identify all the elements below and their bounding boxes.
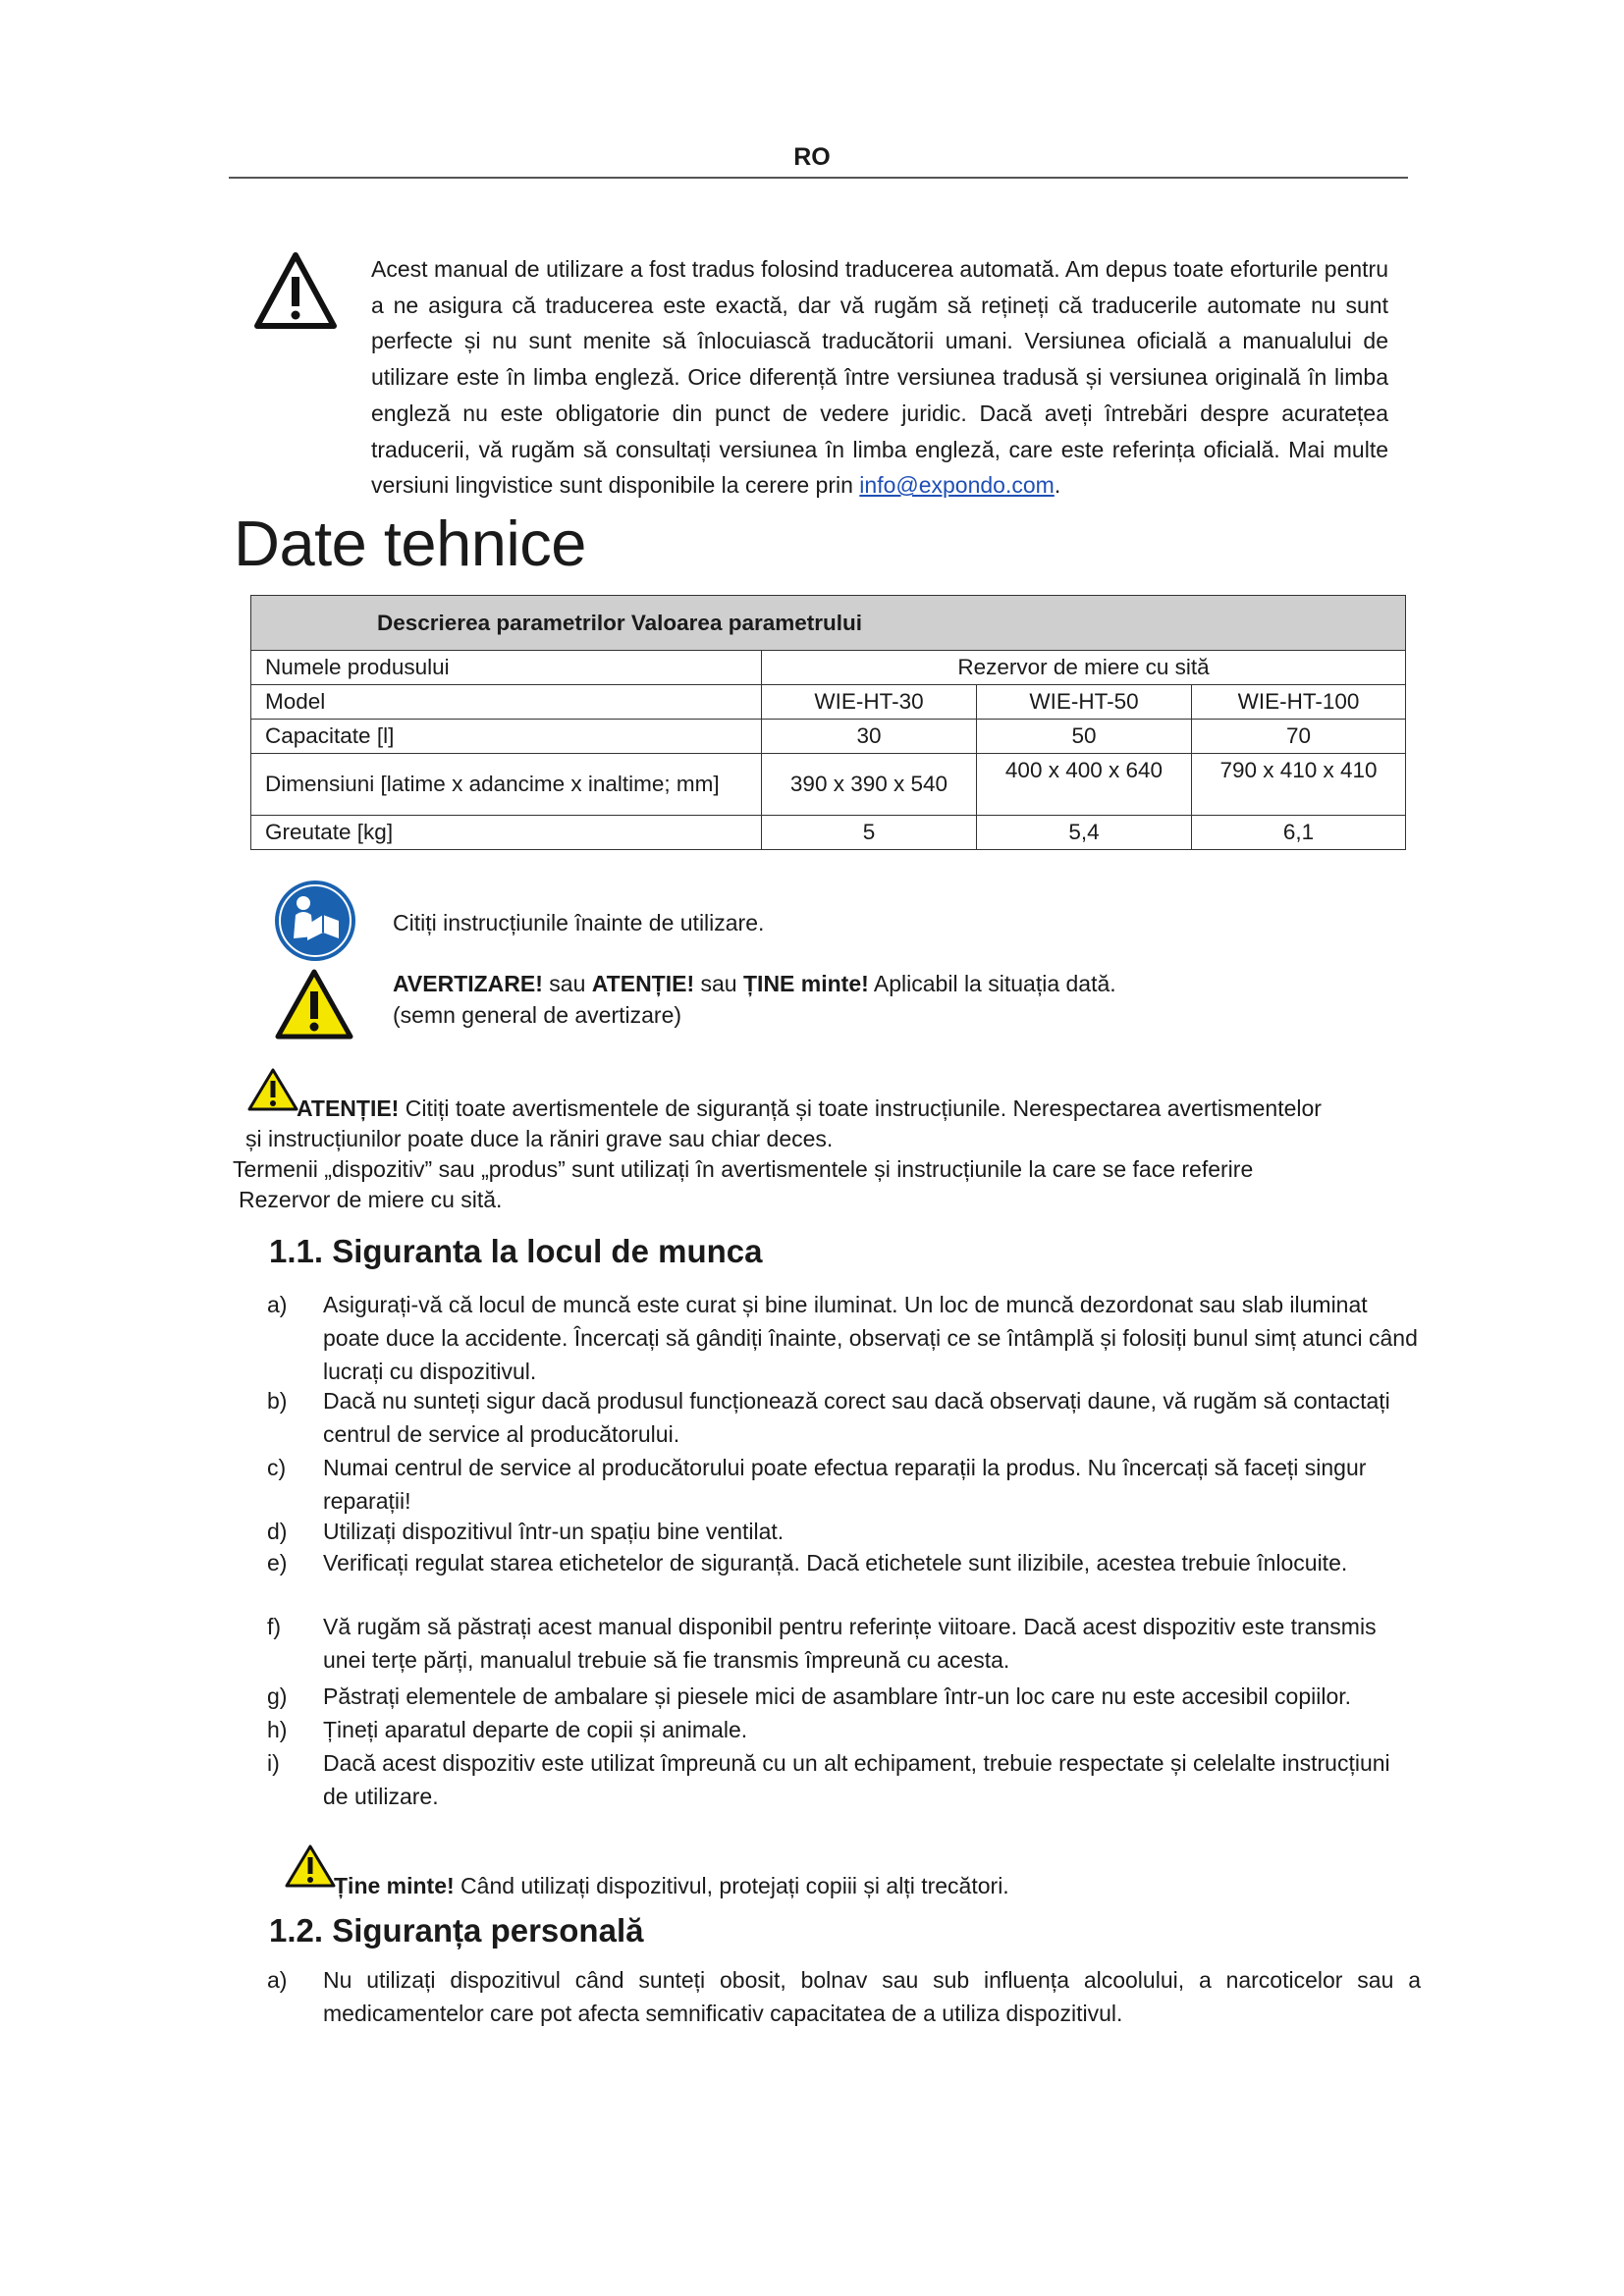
item-text: Nu utilizați dispozitivul când sunteți obosit, bolnav sau sub influența alcoolului, a narcoticelor sau a medicamentelor care pot afecta semnificativ capacitatea de a utiliza dispozitivul. <box>323 1967 1421 2026</box>
row-label: Capacitate [l] <box>251 720 762 754</box>
general-warning-icon <box>275 968 353 1041</box>
item-label: d) <box>267 1519 288 1544</box>
table-row <box>251 651 1406 685</box>
item-text: Numai centrul de service al producătorului poate efectua reparații la produs. Nu încercați să faceți singur reparații! <box>323 1455 1367 1514</box>
notice-text: Acest manual de utilizare a fost tradus folosind traducerea automată. Am depus toate eforturile pentru a ne asigura că traducerea este exactă, dar vă rugăm să rețineți că traducerile automate nu sunt perfecte și nu sunt menite să înlocuiască traducătorii umani. Versiunea oficială a manualului de utilizare este în limba engleză. Orice diferență între versiunea tradusă și versiunea originală în limba engleză nu este obligatorie din punct de vedere juridic. Dacă aveți întrebări despre acuratețea traducerii, vă rugăm să consultați versiunea în limba engleză, care este referința oficială. Mai multe versiuni lingvistice sunt disponibile la cerere prin <box>371 256 1388 499</box>
product-name-value: Rezervor de miere cu sită <box>762 651 1406 685</box>
table-row <box>251 816 1406 850</box>
remember-text: Când utilizați dispozitivul, protejați copiii și alți trecători. <box>454 1873 1009 1898</box>
item-text: Verificați regulat starea etichetelor de siguranță. Dacă etichetele sunt ilizibile, acestea trebuie înlocuite. <box>323 1550 1348 1575</box>
list-item <box>267 1384 1421 1451</box>
row-label: Numele produsului <box>251 651 762 685</box>
item-label: c) <box>267 1455 287 1480</box>
read-manual-icon <box>274 880 356 962</box>
row-label: Model <box>251 685 762 720</box>
item-text: Țineți aparatul departe de copii și animale. <box>323 1717 748 1742</box>
attention-word: ATENȚIE! <box>591 971 695 996</box>
remember-warning-icon <box>285 1843 336 1889</box>
section-title-workplace-safety: 1.1. Siguranta la locul de munca <box>269 1233 763 1269</box>
warning-symbol-caption: (semn general de avertizare) <box>393 1002 682 1028</box>
table-header-row <box>251 596 1406 651</box>
translation-notice <box>371 251 1388 504</box>
table-cell: 400 x 400 x 640 <box>977 754 1192 816</box>
list-item <box>267 1680 1421 1713</box>
attention-text: Citiți toate avertismentele de siguranță și toate instrucțiunile. Nerespectarea avertismentelor <box>399 1095 1322 1121</box>
item-text: Vă rugăm să păstrați acest manual disponibil pentru referințe viitoare. Dacă acest dispozitiv este transmis unei terțe părți, manualul trebuie să fie transmis împreună cu acesta. <box>323 1614 1377 1673</box>
remember-label: Ține minte! <box>334 1873 455 1898</box>
warning-symbol-text <box>393 968 1116 1031</box>
table-cell: 390 x 390 x 540 <box>762 754 977 816</box>
table-cell: WIE-HT-30 <box>762 685 977 720</box>
item-text: Păstrați elementele de ambalare și piesele mici de asamblare într-un loc care nu este accesibil copiilor. <box>323 1683 1352 1709</box>
attention-label: ATENȚIE! <box>297 1095 400 1121</box>
item-text: Utilizați dispozitivul într-un spațiu bine ventilat. <box>323 1519 785 1544</box>
list-item <box>267 1713 1421 1746</box>
item-text: Dacă nu sunteți sigur dacă produsul funcționează corect sau dacă observați daune, vă rugăm să contactați centrul de service al producătorului. <box>323 1388 1390 1447</box>
list-item <box>267 1288 1421 1388</box>
remember-word: ȚINE minte! <box>743 971 869 996</box>
table-cell: 50 <box>977 720 1192 754</box>
section-title-personal-safety: 1.2. Siguranța personală <box>269 1912 644 1949</box>
table-cell: WIE-HT-50 <box>977 685 1192 720</box>
list-item <box>267 1451 1421 1518</box>
technical-data-table <box>250 595 1406 850</box>
row-label: Greutate [kg] <box>251 816 762 850</box>
table-cell: 70 <box>1192 720 1406 754</box>
item-label: h) <box>267 1717 288 1742</box>
terms-line-1: Termenii „dispozitiv” sau „produs” sunt utilizați în avertismentele și instrucțiunile la care se face referire <box>233 1156 1254 1182</box>
table-cell: 5,4 <box>977 816 1192 850</box>
item-label: e) <box>267 1550 288 1575</box>
remember-note <box>334 1871 1009 1902</box>
item-text: Asigurați-vă că locul de muncă este curat și bine iluminat. Un loc de muncă dezordonat sau slab iluminat poate duce la accidente. Încercați să gândiți înainte, observați ce se întâmplă și folosiți bunul simț atunci când lucrați cu dispozitivul. <box>323 1292 1418 1384</box>
table-row <box>251 720 1406 754</box>
connector-text: sau <box>542 971 592 996</box>
table-cell: WIE-HT-100 <box>1192 685 1406 720</box>
attention-warning-icon <box>247 1067 298 1112</box>
list-item <box>267 1610 1421 1677</box>
table-header-cell: Descrierea parametrilor Valoarea parametrului <box>251 596 1406 651</box>
notice-end: . <box>1054 472 1061 499</box>
attention-line-1 <box>297 1094 1322 1125</box>
item-label: b) <box>267 1388 288 1414</box>
terms-line-2: Rezervor de miere cu sită. <box>239 1187 503 1212</box>
page-title: Date tehnice <box>234 507 586 579</box>
item-label: f) <box>267 1614 282 1639</box>
item-label: a) <box>267 1292 288 1317</box>
attention-line-2: și instrucțiunilor poate duce la răniri grave sau chiar deces. <box>245 1126 834 1151</box>
warning-triangle-icon <box>253 251 338 330</box>
row-label: Dimensiuni [latime x adancime x inaltime; mm] <box>251 754 762 816</box>
list-item <box>267 1515 1421 1548</box>
warning-applicability: Aplicabil la situația dată. <box>868 971 1116 996</box>
item-label: i) <box>267 1750 280 1776</box>
item-text: Dacă acest dispozitiv este utilizat împreună cu un alt echipament, trebuie respectate și celelalte instrucțiuni de utilizare. <box>323 1750 1390 1809</box>
warning-word: AVERTIZARE! <box>393 971 543 996</box>
table-cell: 6,1 <box>1192 816 1406 850</box>
list-item <box>267 1746 1421 1813</box>
table-cell: 790 x 410 x 410 <box>1192 754 1406 816</box>
table-cell: 5 <box>762 816 977 850</box>
table-cell: 30 <box>762 720 977 754</box>
list-item <box>267 1546 1421 1579</box>
contact-email-link[interactable]: info@expondo.com <box>859 472 1055 499</box>
header-divider <box>229 177 1408 179</box>
table-row <box>251 754 1406 816</box>
read-instructions-text: Citiți instrucțiunile înainte de utilizare. <box>393 910 765 935</box>
connector-text: sau <box>694 971 743 996</box>
table-row <box>251 685 1406 720</box>
list-item <box>267 1963 1421 2030</box>
item-label: a) <box>267 1967 288 1993</box>
page-language-label: RO <box>793 143 831 171</box>
item-label: g) <box>267 1683 288 1709</box>
